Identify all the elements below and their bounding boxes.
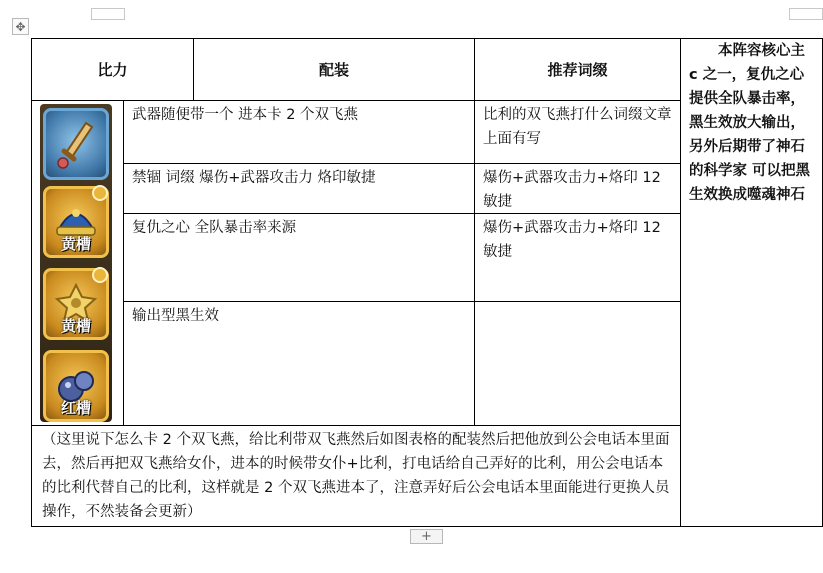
table-move-handle[interactable] xyxy=(12,18,29,35)
equipment-portrait-strip xyxy=(40,104,112,422)
equip-row-4: 输出型黑生效 xyxy=(123,301,475,426)
header-equipment: 配装 xyxy=(193,38,475,101)
dagger-icon xyxy=(46,111,106,177)
equip-row-2: 禁锢 词缀 爆伤+武器攻击力 烙印敏捷 xyxy=(123,163,475,214)
core-note-cell: 本阵容核心主 c 之一，复仇之心提供全队暴击率，黑生效放大输出，另外后期带了神石的科学家 可以把黑生效换成噬魂神石 xyxy=(680,38,823,527)
affix-row-3: 爆伤+武器攻击力+烙印 12 敏捷 xyxy=(474,213,681,302)
header-bili: 比力 xyxy=(31,38,194,101)
equipment-slot-weapon xyxy=(43,108,109,180)
move-icon: ✥ xyxy=(15,19,26,34)
affix-row-2: 爆伤+武器攻击力+烙印 12 敏捷 xyxy=(474,163,681,214)
equip-row-3: 复仇之心 全队暴击率来源 xyxy=(123,213,475,302)
equipment-slot-helmet xyxy=(43,186,109,258)
ruler-indent-marker-right[interactable] xyxy=(789,8,823,20)
equip-row-1: 武器随便带一个 进本卡 2 个双飞燕 xyxy=(123,100,475,164)
slot-label-yellow-2: 黄槽 xyxy=(60,317,91,335)
equipment-slot-armor xyxy=(43,268,109,340)
slot-label-red: 红槽 xyxy=(60,399,91,417)
equipment-slot-accessory xyxy=(43,350,109,422)
plus-icon: + xyxy=(421,529,432,544)
affix-row-4 xyxy=(474,301,681,426)
ruler-indent-marker-left[interactable] xyxy=(91,8,125,20)
slot-label-yellow-1: 黄槽 xyxy=(60,235,91,253)
bottom-note: （这里说下怎么卡 2 个双飞燕，给比利带双飞燕然后如图表格的配装然后把他放到公会电话本里面去，然后再把双飞燕给女仆，进本的时候带女仆+比利，打电话给自己弄好的比利，用公会电话本的比利代替自己的比利，这样就是 2 个双飞燕进本了，注意弄好后公会电话本里面能进行更换人员操作，不然装备会更新） xyxy=(31,425,681,527)
header-recommended-affix: 推荐词缀 xyxy=(474,38,681,101)
add-row-button[interactable] xyxy=(410,529,443,544)
affix-row-1: 比利的双飞燕打什么词缀文章上面有写 xyxy=(474,100,681,164)
